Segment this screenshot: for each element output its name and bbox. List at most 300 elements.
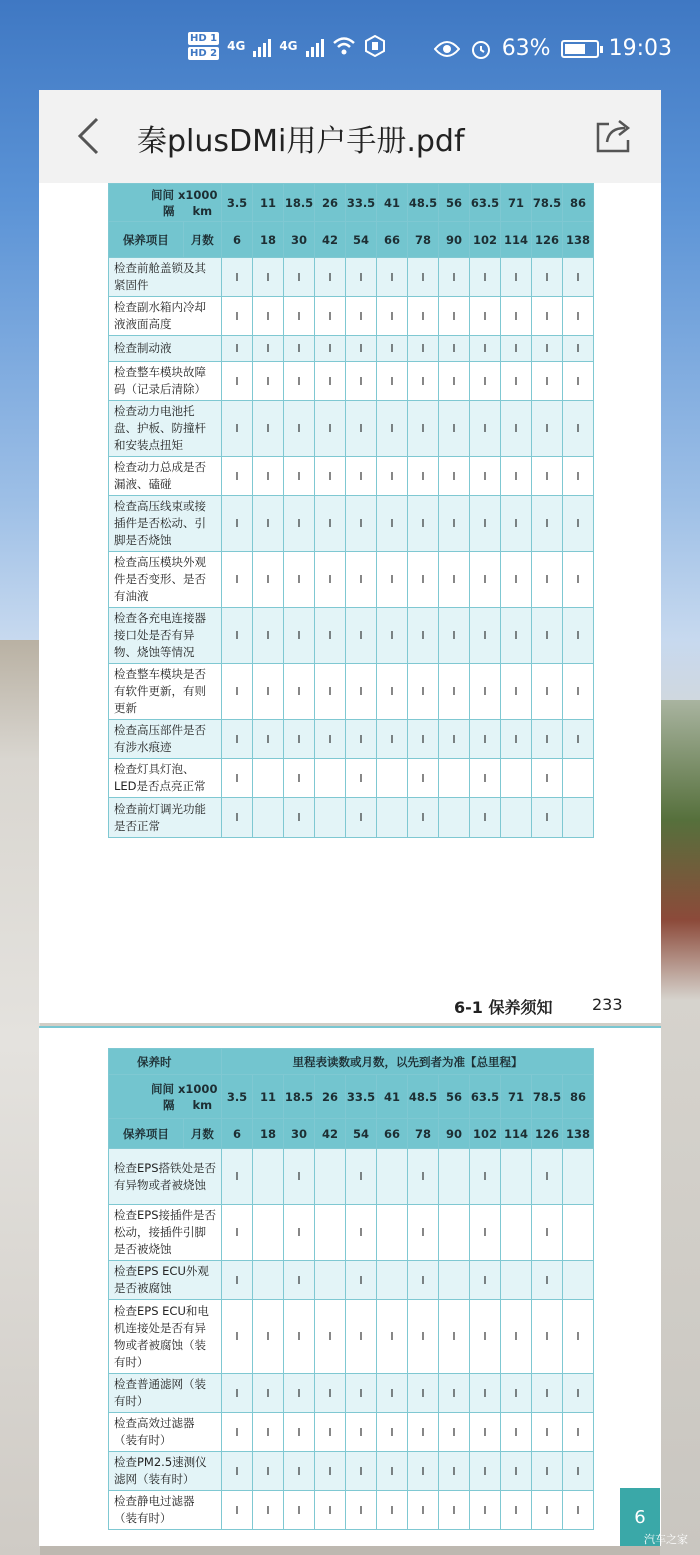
mark-cell: I [253, 457, 284, 496]
table-row [109, 552, 594, 608]
mark-cell: I [408, 720, 439, 759]
mark-cell: I [315, 1491, 346, 1530]
km-value: 11 [253, 184, 284, 222]
status-right [434, 36, 672, 61]
mark-cell: I [501, 608, 532, 664]
table-row [109, 798, 594, 838]
mark-cell: I [315, 362, 346, 401]
status-bar [0, 0, 700, 100]
viewer-header [39, 90, 661, 184]
table-row [109, 496, 594, 552]
mark-cell: I [315, 258, 346, 297]
mark-cell: I [563, 1300, 594, 1374]
mark-cell: I [439, 362, 470, 401]
mark-cell: I [532, 496, 563, 552]
mark-cell: I [532, 336, 563, 362]
km-value: 48.5 [408, 184, 439, 222]
item-cell: 检查EPS ECU和电机连接处是否有异物或者被腐蚀（装有时） [109, 1300, 222, 1374]
share-button[interactable] [595, 118, 633, 154]
month-value: 66 [377, 222, 408, 258]
item-cell: 检查高压部件是否有涉水痕迹 [109, 720, 222, 759]
mark-cell [563, 1261, 594, 1300]
mark-cell: I [532, 798, 563, 838]
mark-cell: I [222, 720, 253, 759]
km-value: 41 [377, 1075, 408, 1119]
mark-cell: I [253, 362, 284, 401]
mark-cell: I [346, 552, 377, 608]
mark-cell: I [501, 1491, 532, 1530]
mark-cell: I [439, 496, 470, 552]
mark-cell: I [532, 664, 563, 720]
signal2-icon [306, 35, 324, 57]
mark-cell: I [222, 1452, 253, 1491]
mark-cell: I [377, 1374, 408, 1413]
km-value: 26 [315, 1075, 346, 1119]
mark-cell: I [563, 401, 594, 457]
month-value: 54 [346, 222, 377, 258]
km-value: 71 [501, 184, 532, 222]
mark-cell: I [346, 798, 377, 838]
table-row [109, 336, 594, 362]
mark-cell: I [501, 1300, 532, 1374]
wifi-icon [332, 36, 356, 56]
mark-cell: I [346, 258, 377, 297]
mark-cell: I [222, 1205, 253, 1261]
net1-label: 4G [227, 39, 246, 53]
month-value: 42 [315, 222, 346, 258]
mark-cell: I [315, 401, 346, 457]
mark-cell: I [346, 336, 377, 362]
item-cell: 检查前灯调光功能是否正常 [109, 798, 222, 838]
mark-cell: I [563, 1452, 594, 1491]
mark-cell [377, 759, 408, 798]
month-value: 18 [253, 1119, 284, 1149]
mark-cell [563, 1149, 594, 1205]
mark-cell: I [253, 336, 284, 362]
mark-cell: I [563, 457, 594, 496]
mark-cell: I [439, 297, 470, 336]
km-value: 3.5 [222, 1075, 253, 1119]
mark-cell: I [253, 496, 284, 552]
month-value: 126 [532, 1119, 563, 1149]
mark-cell: I [408, 759, 439, 798]
mark-cell: I [315, 457, 346, 496]
mark-cell [501, 1205, 532, 1261]
mark-cell: I [222, 496, 253, 552]
mark-cell: I [377, 258, 408, 297]
mark-cell: I [470, 1491, 501, 1530]
mark-cell: I [408, 457, 439, 496]
mark-cell: I [284, 608, 315, 664]
km-value: 41 [377, 184, 408, 222]
mark-cell: I [563, 1413, 594, 1452]
mark-cell: I [222, 297, 253, 336]
mark-cell: I [563, 1374, 594, 1413]
mark-cell: I [346, 720, 377, 759]
mark-cell: I [439, 1491, 470, 1530]
mark-cell: I [346, 759, 377, 798]
mark-cell: I [470, 552, 501, 608]
table-row [109, 401, 594, 457]
mark-cell: I [563, 258, 594, 297]
mark-cell: I [377, 1300, 408, 1374]
mark-cell: I [377, 457, 408, 496]
mark-cell: I [222, 759, 253, 798]
interval-label-2: 隔 [163, 1097, 175, 1112]
month-value: 78 [408, 1119, 439, 1149]
mark-cell: I [470, 1374, 501, 1413]
table-row [109, 608, 594, 664]
mark-cell: I [284, 336, 315, 362]
mark-cell: I [315, 336, 346, 362]
watermark: 汽车之家 [644, 1533, 688, 1546]
table-row [109, 457, 594, 496]
km-value: 3.5 [222, 184, 253, 222]
hand-shield-icon [364, 35, 386, 57]
mark-cell: I [470, 664, 501, 720]
mark-cell: I [284, 1491, 315, 1530]
month-value: 138 [563, 222, 594, 258]
mark-cell: I [253, 1300, 284, 1374]
km-value: 11 [253, 1075, 284, 1119]
merged-title: 里程表读数或月数，以先到者为准【总里程】 [222, 1049, 594, 1075]
maintenance-table-2 [108, 1048, 594, 1530]
mark-cell: I [501, 720, 532, 759]
mark-cell: I [532, 1300, 563, 1374]
mark-cell: I [222, 258, 253, 297]
mark-cell: I [284, 401, 315, 457]
mark-cell: I [470, 297, 501, 336]
mark-cell: I [408, 297, 439, 336]
month-value: 126 [532, 222, 563, 258]
mark-cell [563, 759, 594, 798]
mark-cell: I [408, 1205, 439, 1261]
hd2-icon: HD 2 [190, 48, 218, 59]
mark-cell: I [532, 258, 563, 297]
mark-cell [377, 1149, 408, 1205]
mark-cell: I [408, 1149, 439, 1205]
mark-cell: I [501, 552, 532, 608]
mark-cell: I [222, 1374, 253, 1413]
mark-cell: I [377, 496, 408, 552]
mark-cell [501, 1261, 532, 1300]
mark-cell: I [222, 362, 253, 401]
km-label: km [192, 1097, 213, 1112]
month-value: 6 [222, 1119, 253, 1149]
month-value: 90 [439, 1119, 470, 1149]
mark-cell: I [346, 1452, 377, 1491]
mark-cell: I [315, 1374, 346, 1413]
mark-cell: I [532, 1491, 563, 1530]
km-value: 86 [563, 184, 594, 222]
mark-cell: I [408, 401, 439, 457]
mark-cell: I [532, 1261, 563, 1300]
mark-cell [315, 1205, 346, 1261]
mark-cell [439, 798, 470, 838]
mark-cell: I [253, 1413, 284, 1452]
mark-cell: I [284, 496, 315, 552]
mark-cell: I [470, 362, 501, 401]
mark-cell: I [253, 258, 284, 297]
mark-cell: I [377, 1452, 408, 1491]
mark-cell: I [439, 457, 470, 496]
mark-cell: I [408, 1261, 439, 1300]
mark-cell: I [284, 1413, 315, 1452]
interval-label: 间间 [151, 1081, 174, 1096]
mark-cell: I [408, 258, 439, 297]
mark-cell: I [222, 798, 253, 838]
km-value: 18.5 [284, 184, 315, 222]
mark-cell: I [377, 362, 408, 401]
mark-cell: I [470, 798, 501, 838]
mark-cell: I [315, 552, 346, 608]
mark-cell: I [284, 720, 315, 759]
mark-cell: I [346, 362, 377, 401]
mark-cell [439, 1261, 470, 1300]
mark-cell: I [470, 720, 501, 759]
km-unit-label: x1000 [178, 187, 218, 202]
mark-cell [253, 1149, 284, 1205]
mark-cell: I [284, 1374, 315, 1413]
month-value: 6 [222, 222, 253, 258]
mark-cell: I [439, 608, 470, 664]
mark-cell: I [408, 336, 439, 362]
table-row [109, 258, 594, 297]
table-row [109, 1374, 594, 1413]
item-cell: 检查各充电连接器接口处是否有异物、烧蚀等情况 [109, 608, 222, 664]
mark-cell: I [532, 552, 563, 608]
table-row [109, 1300, 594, 1374]
month-value: 42 [315, 1119, 346, 1149]
eye-icon [434, 40, 460, 58]
mark-cell: I [563, 1491, 594, 1530]
mark-cell: I [439, 1374, 470, 1413]
mark-cell: I [501, 336, 532, 362]
net2-label: 4G [279, 39, 298, 53]
mark-cell: I [439, 336, 470, 362]
km-unit-label: x1000 [178, 1081, 218, 1096]
mark-cell: I [501, 1452, 532, 1491]
maintenance-table-1 [108, 183, 594, 838]
mark-cell: I [439, 401, 470, 457]
mark-cell: I [470, 401, 501, 457]
mark-cell: I [501, 1374, 532, 1413]
mark-cell: I [501, 258, 532, 297]
km-value: 56 [439, 184, 470, 222]
item-header: 保养项目 [109, 1119, 184, 1149]
mark-cell [315, 759, 346, 798]
mark-cell: I [439, 1452, 470, 1491]
km-value: 78.5 [532, 1075, 563, 1119]
mark-cell: I [439, 720, 470, 759]
mark-cell: I [532, 1413, 563, 1452]
item-cell: 检查副水箱内冷却液液面高度 [109, 297, 222, 336]
mark-cell [315, 798, 346, 838]
mark-cell: I [284, 1149, 315, 1205]
mark-cell: I [284, 552, 315, 608]
km-value: 33.5 [346, 1075, 377, 1119]
mark-cell: I [470, 457, 501, 496]
mark-cell: I [408, 1452, 439, 1491]
mark-cell: I [408, 1413, 439, 1452]
mark-cell: I [408, 1491, 439, 1530]
month-value: 114 [501, 1119, 532, 1149]
mark-cell: I [532, 362, 563, 401]
mark-cell: I [222, 457, 253, 496]
mark-cell: I [563, 336, 594, 362]
mark-cell: I [346, 457, 377, 496]
page-indicator-badge[interactable]: 6 [620, 1488, 660, 1546]
battery-icon [561, 40, 599, 58]
mark-cell: I [470, 336, 501, 362]
mark-cell: I [284, 1205, 315, 1261]
mark-cell: I [532, 297, 563, 336]
mark-cell: I [222, 552, 253, 608]
mark-cell: I [346, 1261, 377, 1300]
table-row [109, 1413, 594, 1452]
mark-cell: I [563, 496, 594, 552]
item-cell: 检查EPS ECU外观是否被腐蚀 [109, 1261, 222, 1300]
interval-header-2 [109, 1075, 222, 1119]
mark-cell: I [408, 1374, 439, 1413]
km-value: 18.5 [284, 1075, 315, 1119]
mark-cell: I [439, 1300, 470, 1374]
clock: 19:03 [608, 36, 672, 61]
mark-cell: I [377, 1491, 408, 1530]
mark-cell: I [501, 1413, 532, 1452]
mark-cell: I [222, 1491, 253, 1530]
mark-cell: I [346, 608, 377, 664]
interval-header [109, 184, 222, 222]
mark-cell: I [470, 608, 501, 664]
km-value: 63.5 [470, 184, 501, 222]
hd-icons [188, 32, 219, 60]
mark-cell: I [532, 720, 563, 759]
km-value: 71 [501, 1075, 532, 1119]
mark-cell: I [470, 1452, 501, 1491]
item-cell: 检查高压线束或接插件是否松动、引脚是否烧蚀 [109, 496, 222, 552]
table-row [109, 1205, 594, 1261]
mark-cell: I [315, 608, 346, 664]
mark-cell: I [253, 401, 284, 457]
km-value: 26 [315, 184, 346, 222]
item-cell: 检查静电过滤器（装有时） [109, 1491, 222, 1530]
back-button[interactable] [73, 116, 113, 156]
mark-cell: I [346, 496, 377, 552]
months-header: 月数 [183, 1119, 221, 1149]
km-value: 56 [439, 1075, 470, 1119]
mark-cell: I [377, 336, 408, 362]
mark-cell: I [377, 664, 408, 720]
interval-label: 间间 [151, 187, 174, 202]
footer-section: 6-1 保养须知 [454, 998, 553, 1017]
mark-cell [253, 759, 284, 798]
mark-cell [439, 1205, 470, 1261]
pdf-page-2[interactable] [39, 1026, 661, 1546]
mark-cell: I [501, 496, 532, 552]
mark-cell: I [315, 1300, 346, 1374]
mark-cell: I [253, 608, 284, 664]
mark-cell: I [315, 1452, 346, 1491]
km-label: km [192, 203, 213, 218]
km-value: 48.5 [408, 1075, 439, 1119]
item-cell: 检查制动液 [109, 336, 222, 362]
month-value: 18 [253, 222, 284, 258]
mark-cell: I [346, 1300, 377, 1374]
month-value: 138 [563, 1119, 594, 1149]
mark-cell: I [563, 720, 594, 759]
mark-cell: I [222, 336, 253, 362]
hd1-icon: HD 1 [190, 33, 218, 44]
mark-cell: I [470, 1413, 501, 1452]
mark-cell: I [377, 552, 408, 608]
table-row [109, 1149, 594, 1205]
mark-cell [377, 798, 408, 838]
mark-cell: I [284, 362, 315, 401]
mark-cell: I [532, 759, 563, 798]
table-row [109, 664, 594, 720]
mark-cell: I [470, 258, 501, 297]
mark-cell: I [408, 1300, 439, 1374]
chevron-left-icon [73, 116, 103, 156]
mark-cell: I [439, 258, 470, 297]
mark-cell: I [284, 1452, 315, 1491]
item-cell: 检查高压模块外观件是否变形、是否有油液 [109, 552, 222, 608]
share-icon [595, 118, 633, 154]
mark-cell [439, 1149, 470, 1205]
mark-cell: I [377, 401, 408, 457]
mark-cell [377, 1261, 408, 1300]
mark-cell: I [501, 362, 532, 401]
mark-cell: I [501, 297, 532, 336]
mark-cell: I [315, 297, 346, 336]
mark-cell: I [408, 552, 439, 608]
item-cell: 检查EPS搭铁处是否有异物或者被烧蚀 [109, 1149, 222, 1205]
mark-cell: I [377, 608, 408, 664]
mark-cell: I [284, 457, 315, 496]
mark-cell: I [532, 401, 563, 457]
mark-cell: I [284, 297, 315, 336]
mark-cell: I [377, 720, 408, 759]
mark-cell: I [346, 1149, 377, 1205]
month-value: 102 [470, 222, 501, 258]
pdf-page-1[interactable] [39, 183, 661, 1023]
months-header: 月数 [183, 222, 221, 258]
document-title: 秦plusDMi用户手册.pdf [137, 124, 465, 159]
table-row [109, 759, 594, 798]
mark-cell: I [563, 362, 594, 401]
mark-cell [253, 1261, 284, 1300]
table-row [109, 1491, 594, 1530]
mark-cell: I [253, 297, 284, 336]
mark-cell [377, 1205, 408, 1261]
mark-cell: I [439, 552, 470, 608]
month-value: 78 [408, 222, 439, 258]
mark-cell: I [253, 1491, 284, 1530]
alarm-icon [470, 38, 492, 60]
mark-cell: I [470, 1300, 501, 1374]
mark-cell [501, 1149, 532, 1205]
mark-cell: I [470, 496, 501, 552]
mark-cell: I [346, 664, 377, 720]
mark-cell: I [222, 664, 253, 720]
item-cell: 检查高效过滤器（装有时） [109, 1413, 222, 1452]
battery-percent: 63% [501, 36, 551, 61]
mark-cell: I [439, 664, 470, 720]
mark-cell: I [253, 552, 284, 608]
item-cell: 检查动力总成是否漏液、磕碰 [109, 457, 222, 496]
mark-cell: I [284, 258, 315, 297]
